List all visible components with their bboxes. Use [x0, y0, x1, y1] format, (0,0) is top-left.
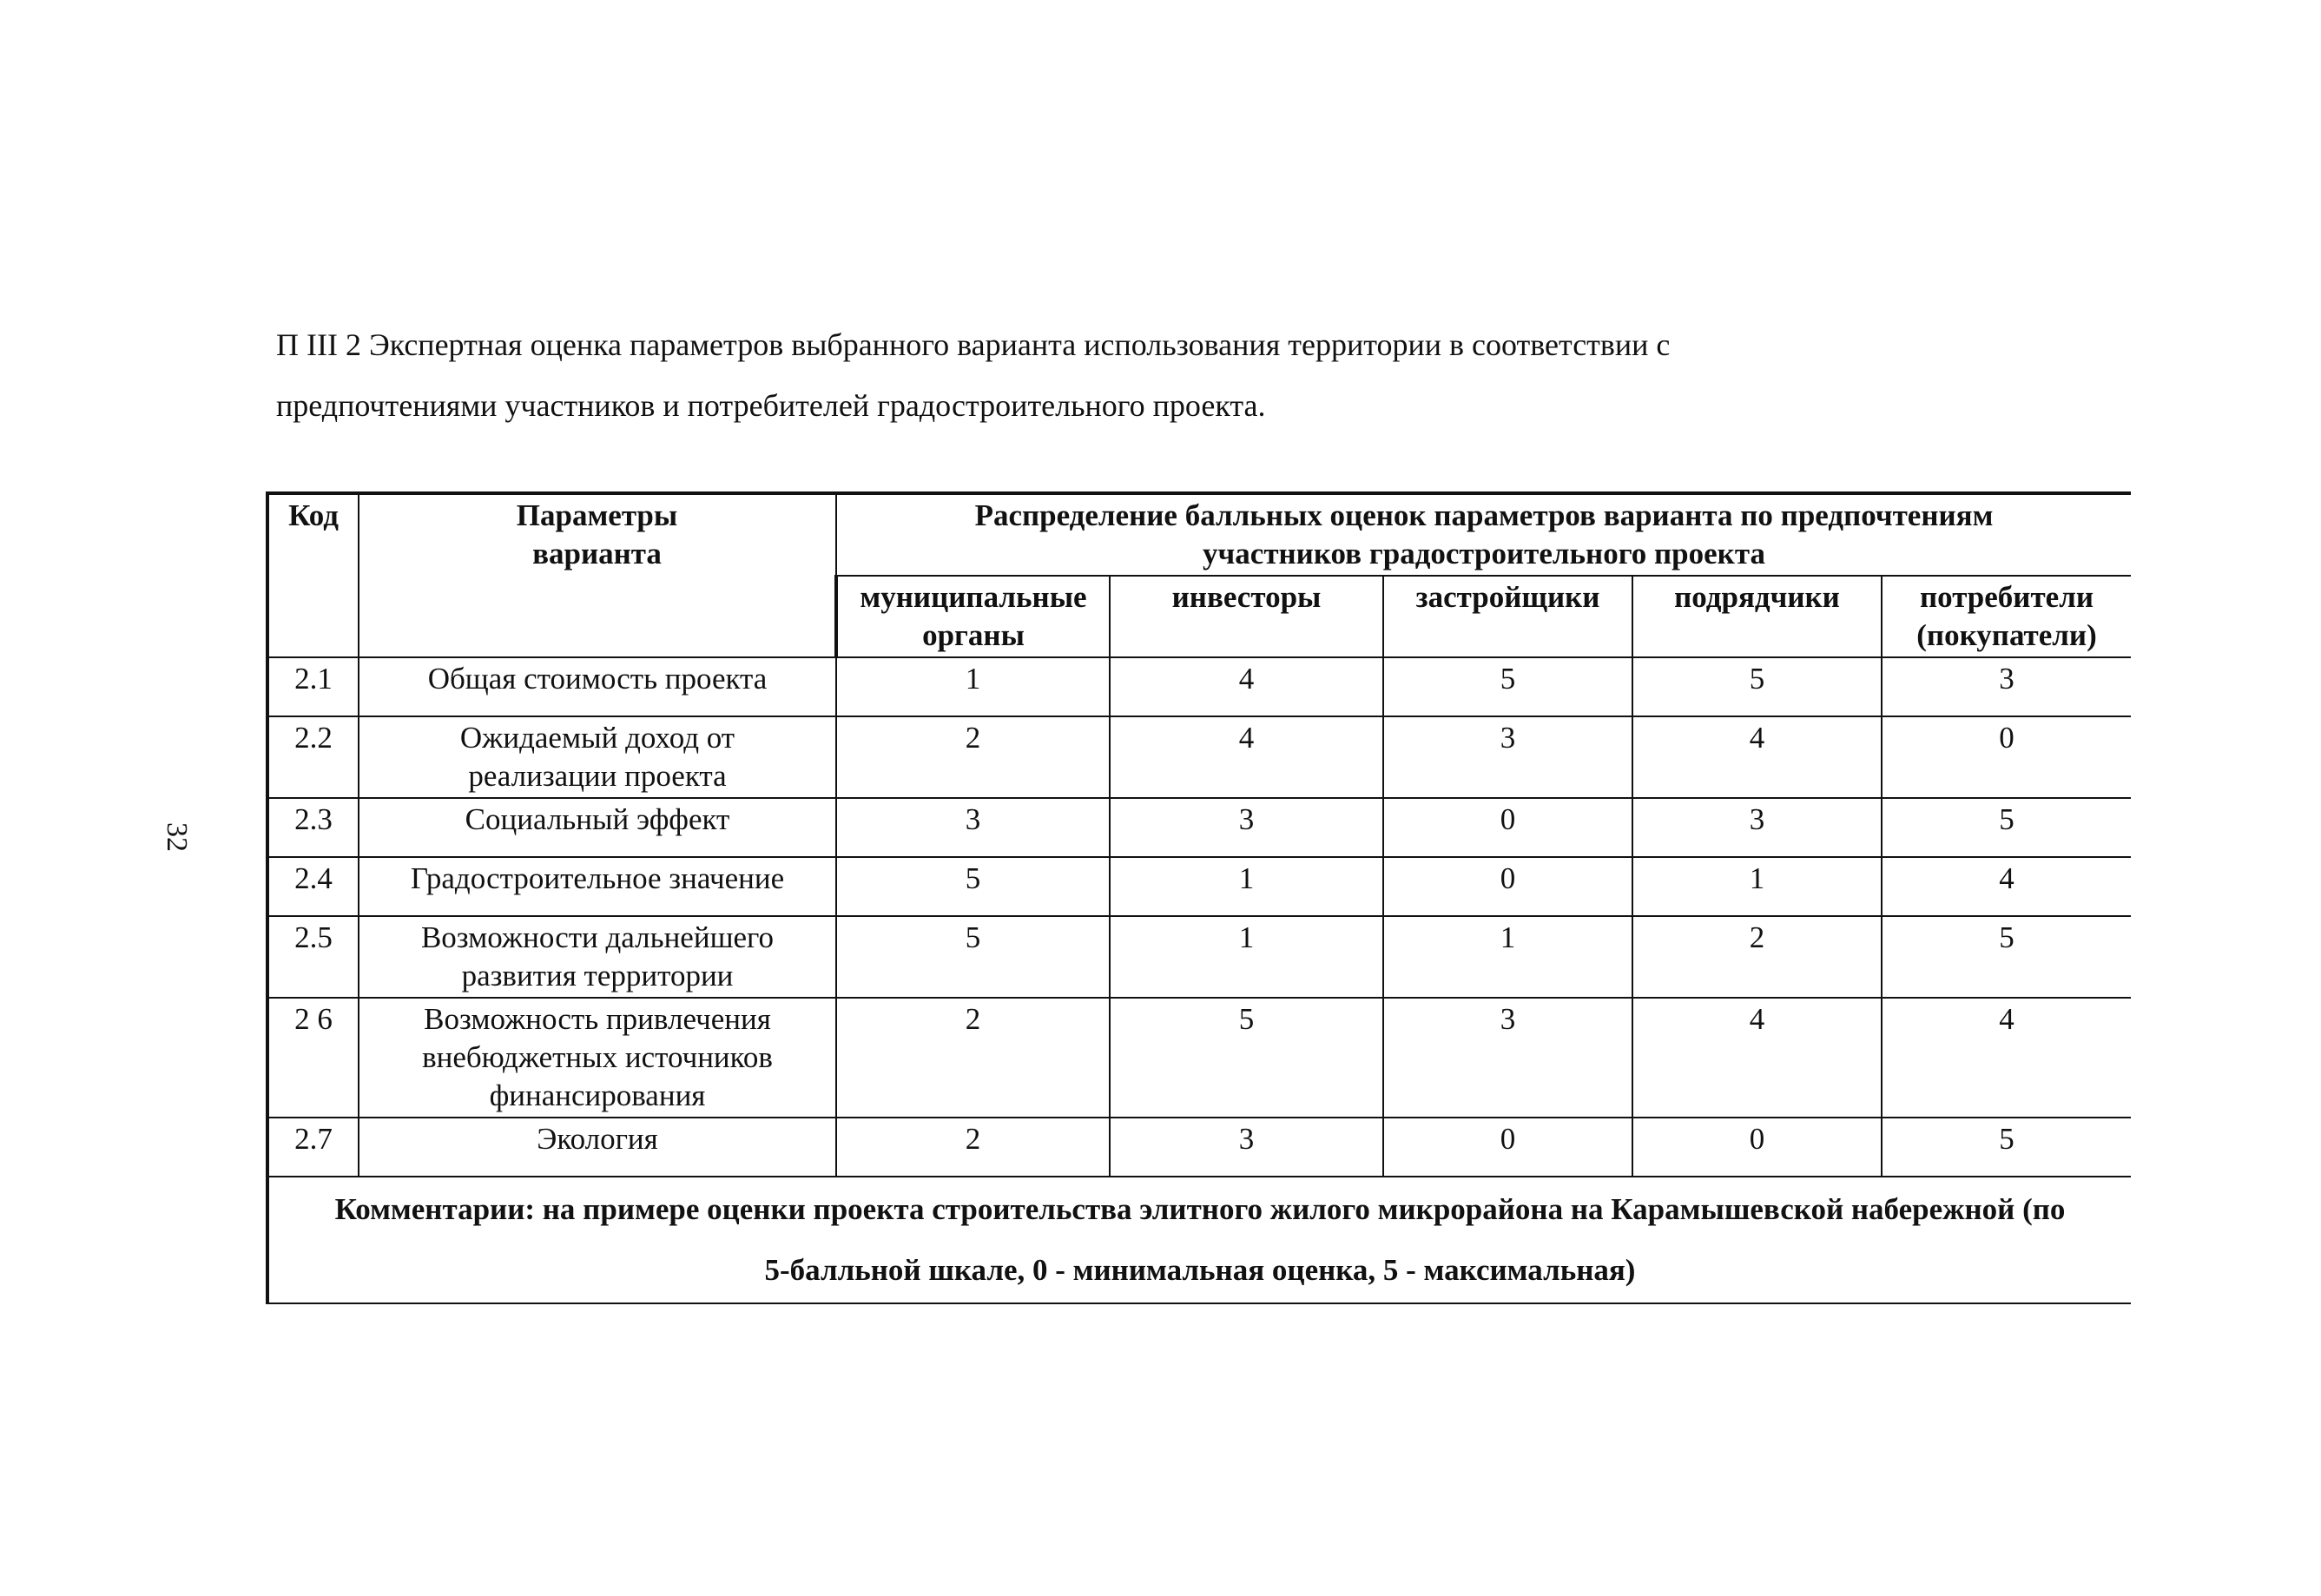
row-code: 2.2 — [267, 716, 359, 798]
score-cell: 4 — [1882, 857, 2131, 916]
header-params-line-2: варианта — [532, 537, 662, 570]
score-cell: 5 — [1110, 998, 1383, 1118]
row-code: 2 6 — [267, 998, 359, 1118]
score-cell: 4 — [1882, 998, 2131, 1118]
score-cell: 3 — [1383, 716, 1632, 798]
table-row — [267, 857, 2131, 916]
score-cell: 5 — [836, 916, 1110, 998]
table-row — [267, 716, 2131, 798]
row-code: 2.3 — [267, 798, 359, 857]
score-cell: 3 — [836, 798, 1110, 857]
table-caption — [276, 314, 2100, 436]
score-cell: 2 — [836, 1118, 1110, 1177]
header-params — [359, 493, 836, 657]
row-parameter — [359, 798, 836, 857]
comment-line-1: Комментарии: на примере оценки проекта строительства элитного жилого микрорайона на Карамышевской набережной (по — [334, 1192, 2066, 1226]
header-distribution — [836, 493, 2131, 576]
row-parameter-line: Возможность привлечения — [424, 1002, 771, 1036]
table-row — [267, 916, 2131, 998]
caption-line-2: предпочтениями участников и потребителей градостроительного проекта. — [276, 388, 1266, 423]
score-cell: 4 — [1632, 998, 1882, 1118]
row-parameter — [359, 916, 836, 998]
score-cell: 1 — [836, 657, 1110, 716]
score-cell: 0 — [1882, 716, 2131, 798]
page-number: 32 — [161, 822, 193, 852]
row-parameter-line: Ожидаемый доход от — [459, 721, 735, 755]
row-parameter-line: развития территории — [461, 959, 734, 993]
row-code: 2.1 — [267, 657, 359, 716]
participant-label: застройщики — [1415, 580, 1600, 614]
row-parameter — [359, 857, 836, 916]
score-cell: 3 — [1632, 798, 1882, 857]
table-row — [267, 998, 2131, 1118]
score-cell: 0 — [1383, 798, 1632, 857]
comment-cell — [267, 1177, 2131, 1303]
score-cell: 3 — [1882, 657, 2131, 716]
score-cell: 1 — [1110, 916, 1383, 998]
header-distribution-line-2: участников градостроительного проекта — [1203, 537, 1765, 570]
comment-row — [267, 1177, 2131, 1303]
score-cell: 4 — [1110, 716, 1383, 798]
participant-label: муниципальные — [860, 580, 1087, 614]
score-cell: 1 — [1632, 857, 1882, 916]
header-participant-investors — [1110, 576, 1383, 657]
score-cell: 3 — [1383, 998, 1632, 1118]
table-row — [267, 657, 2131, 716]
row-parameter — [359, 716, 836, 798]
header-participant-municipal — [836, 576, 1110, 657]
row-parameter-line: Градостроительное значение — [410, 861, 785, 895]
row-parameter — [359, 657, 836, 716]
score-cell: 3 — [1110, 1118, 1383, 1177]
table-row — [267, 798, 2131, 857]
score-cell: 0 — [1632, 1118, 1882, 1177]
row-parameter-line: внебюджетных источников — [422, 1040, 773, 1074]
row-parameter-line: реализации проекта — [468, 759, 727, 793]
row-parameter-line: Возможности дальнейшего — [420, 920, 775, 954]
row-parameter-line: Экология — [537, 1122, 658, 1156]
header-row-1 — [267, 493, 2131, 576]
participant-label: (покупатели) — [1916, 618, 2097, 652]
row-code: 2.5 — [267, 916, 359, 998]
header-participant-consumers — [1882, 576, 2131, 657]
row-parameter-line: Общая стоимость проекта — [427, 662, 768, 696]
score-cell: 1 — [1383, 916, 1632, 998]
score-cell: 2 — [1632, 916, 1882, 998]
expert-score-table — [266, 491, 2131, 1304]
header-code-label: Код — [288, 498, 339, 532]
score-cell: 5 — [1882, 916, 2131, 998]
score-cell: 0 — [1383, 857, 1632, 916]
score-cell: 5 — [1882, 1118, 2131, 1177]
score-cell: 5 — [1882, 798, 2131, 857]
header-code — [267, 493, 359, 657]
score-cell: 5 — [836, 857, 1110, 916]
header-participant-contractors — [1632, 576, 1882, 657]
participant-label: органы — [922, 618, 1025, 652]
score-cell: 3 — [1110, 798, 1383, 857]
header-params-line-1: Параметры — [516, 498, 678, 532]
caption-line-1: П III 2 Экспертная оценка параметров выбранного варианта использования территории в соответствии с — [276, 327, 1671, 362]
participant-label: потребители — [1919, 580, 2094, 614]
participant-label: подрядчики — [1674, 580, 1840, 614]
score-cell: 5 — [1632, 657, 1882, 716]
score-cell: 4 — [1110, 657, 1383, 716]
score-cell: 4 — [1632, 716, 1882, 798]
row-parameter — [359, 998, 836, 1118]
participant-label: инвесторы — [1171, 580, 1322, 614]
row-parameter-line: Социальный эффект — [465, 802, 730, 836]
score-cell: 2 — [836, 716, 1110, 798]
table-row — [267, 1118, 2131, 1177]
score-cell: 5 — [1383, 657, 1632, 716]
score-cell: 2 — [836, 998, 1110, 1118]
row-parameter-line: финансирования — [489, 1078, 706, 1112]
header-participant-developers — [1383, 576, 1632, 657]
comment-line-2: 5-балльной шкале, 0 - минимальная оценка, 5 - максимальная) — [764, 1253, 1636, 1287]
row-code: 2.7 — [267, 1118, 359, 1177]
score-cell: 0 — [1383, 1118, 1632, 1177]
header-distribution-line-1: Распределение балльных оценок параметров варианта по предпочтениям — [974, 498, 1994, 532]
row-code: 2.4 — [267, 857, 359, 916]
row-parameter — [359, 1118, 836, 1177]
score-cell: 1 — [1110, 857, 1383, 916]
